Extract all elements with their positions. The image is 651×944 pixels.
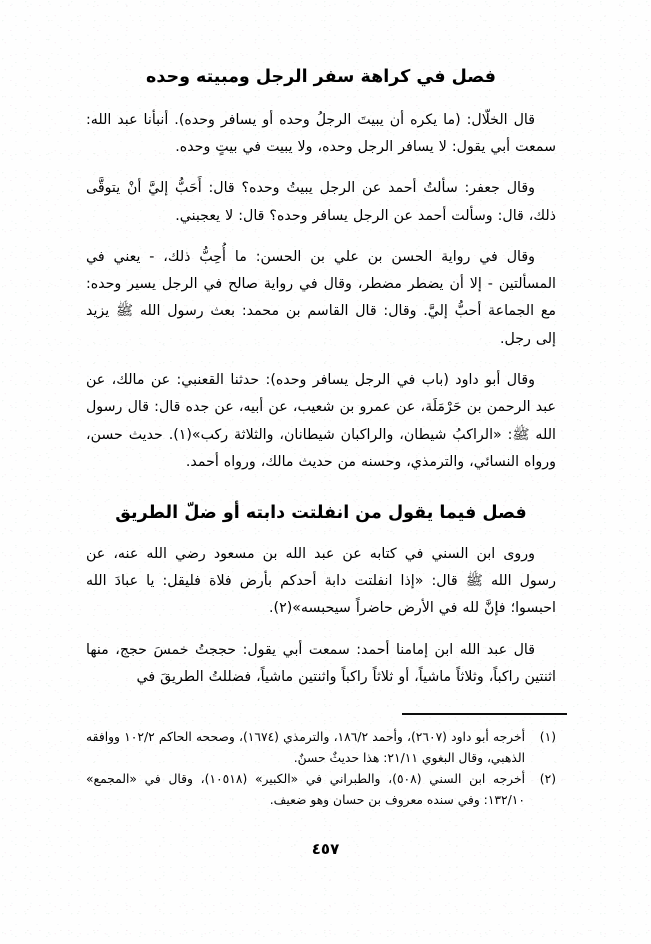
footnote-section bbox=[86, 727, 556, 811]
paragraph-abdullah-ahmad: قال عبد الله ابن إمامنا أحمد: سمعت أبي يقول: حججتُ خمسَ حجج، منها اثنتين راكباً، وثلاثاً ماشياً، أو ثلاثاً راكباً واثنتين ماشياً، فضللتُ الطريقَ في bbox=[86, 641, 556, 685]
paragraph-abu-dawud: وقال أبو داود (باب في الرجل يسافر وحده): حدثنا القعنبي: عن مالك، عن عبد الرحمن بن حَرْمَلَة، عن عمرو بن شعيب، عن أبيه، عن جده قال: قال رسول الله ﷺ: «الراكبُ شيطان، والراكبان شيطانان، والثلاثة ركب»(١). حديث حسن، ورواه النسائي، والترمذي، وحسنه من حديث مالك، ورواه أحمد. bbox=[86, 372, 556, 470]
footnote-text: أخرجه ابن السني (٥٠٨)، والطبراني في «الكبير» (١٠٥١٨)، وقال في «المجمع» ١٣٢/١٠: وفي سنده معروف بن حسان وهو ضعيف. bbox=[86, 772, 525, 807]
page-body-content bbox=[86, 66, 556, 691]
footnote-text: أخرجه أبو داود (٢٦٠٧)، وأحمد ١٨٦/٢، والترمذي (١٦٧٤)، وصححه الحاكم ١٠٢/٢ ووافقه الذهبي، وقال البغوي ٢١/١١: هذا حديثٌ حسنٌ. bbox=[86, 730, 525, 765]
section-heading-first: فصل في كراهة سفر الرجل ومبيته وحده bbox=[146, 67, 496, 87]
paragraph-khallal: قال الخلّال: (ما يكره أن يبيتَ الرجلُ وحده أو يسافر وحده). أنبأنا عبد الله: سمعت أبي يقول: لا يسافر الرجل وحده، ولا يبيت في بيتٍ وحده. bbox=[86, 111, 556, 155]
footnote-marker: (١) bbox=[539, 730, 556, 744]
paragraph-ibn-sunni: وروى ابن السني في كتابه عن عبد الله بن مسعود رضي الله عنه، عن رسول الله ﷺ قال: «إذا انفلتت دابة أحدكم بأرض فلاة فليقل: يا عبادَ الله احبسوا؛ فإنَّ لله في الأرض حاضراً سيحبسه»(٢). bbox=[86, 545, 556, 617]
paragraph-jafar: وقال جعفر: سألتُ أحمد عن الرجل يبيتُ وحده؟ قال: أَحَبُّ إليَّ أنْ يتوقَّى ذلك، قال: وسألت أحمد عن الرجل يسافر وحده؟ قال: لا يعجبني. bbox=[86, 180, 556, 224]
section-heading-second: فصل فيما يقول من انفلتت دابته أو ضلّ الطريق bbox=[115, 503, 527, 524]
paragraph-hasan: وقال في رواية الحسن بن علي بن الحسن: ما أُحِبُّ ذلك، - يعني في المسألتين - إلا أن يضطر مضطر، وقال في رواية صالح في الرجل يسير وحده: مع الجماعة أحبُّ إليَّ. وقال: قال القاسم بن محمد: بعث رسول الله ﷺ يزيد إلى رجل. bbox=[86, 248, 556, 347]
footnote-separator-rule bbox=[402, 713, 567, 715]
page-number: ٤٥٧ bbox=[311, 840, 340, 858]
footnote-item bbox=[86, 769, 556, 810]
footnote-item bbox=[86, 727, 556, 768]
footnote-marker: (٢) bbox=[539, 772, 556, 786]
